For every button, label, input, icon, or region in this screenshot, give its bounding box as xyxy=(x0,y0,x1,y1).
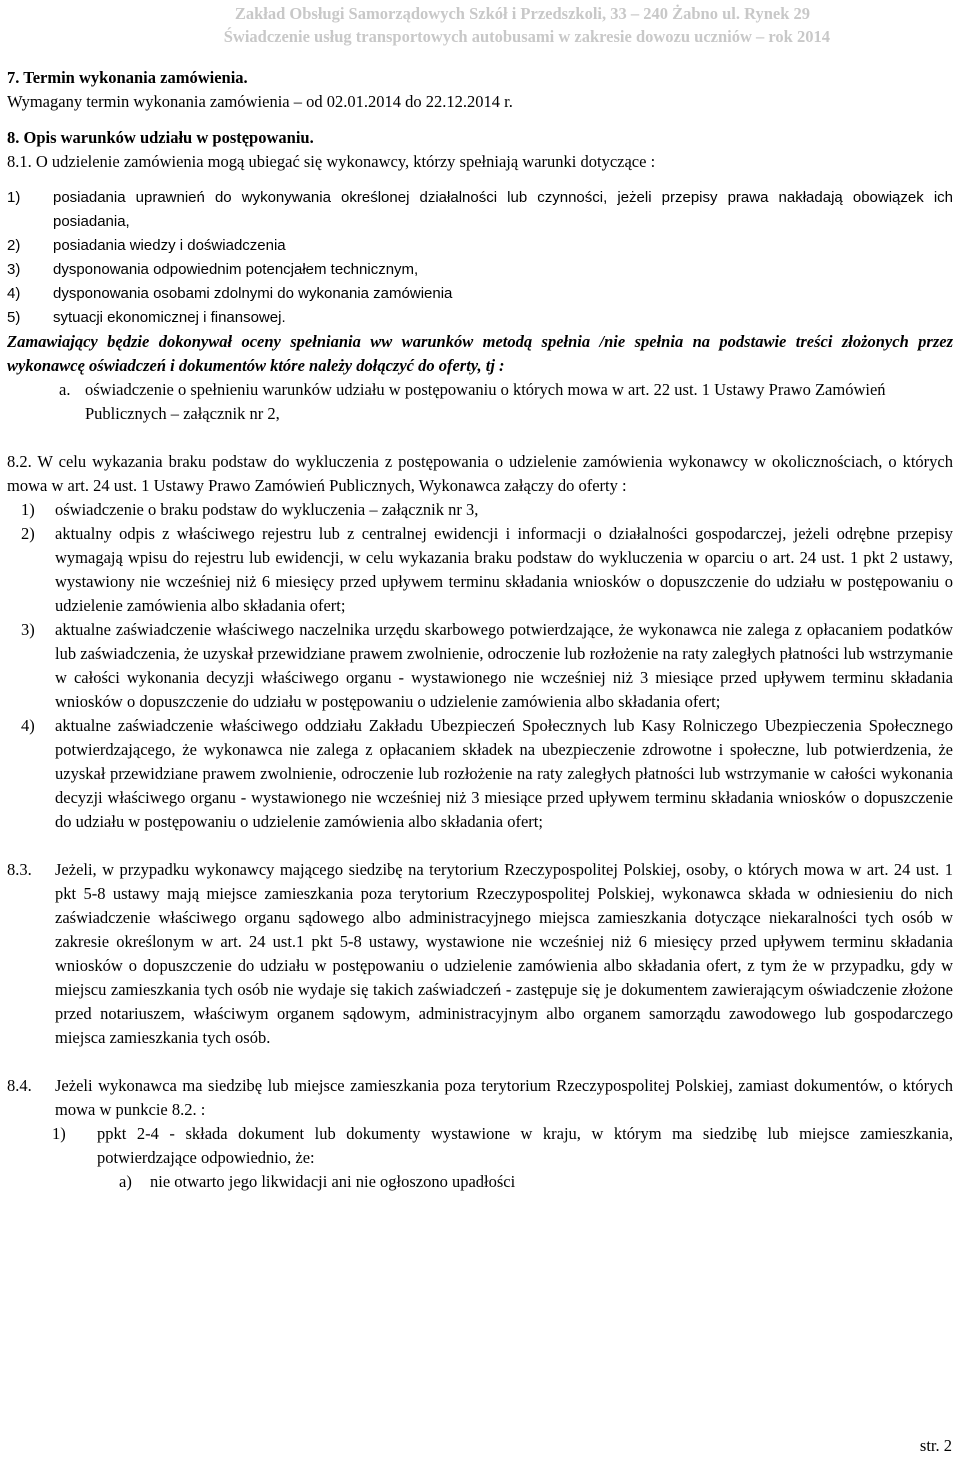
section-8-2-intro: 8.2. W celu wykazania braku podstaw do wykluczenia z postępowania o udzielenie zamówienia wykonawcy w okolicznościach, o których mowa w art. 24 ust. 1 Ustawy Prawo Zamówień Publicznych, Wykonawca załączy do oferty : xyxy=(7,452,953,495)
list-item: a. oświadczenie o spełnieniu warunków udziału w postępowaniu o których mowa w art. 22 ust. 1 Ustawy Prawo Zamówień Publicznych – załącznik nr 2, xyxy=(59,380,886,423)
section-8-heading: 8. Opis warunków udziału w postępowaniu. xyxy=(7,128,314,147)
list-item: a) nie otwarto jego likwidacji ani nie ogłoszono upadłości xyxy=(119,1172,516,1191)
list-item: 3) aktualne zaświadczenie właściwego naczelnika urzędu skarbowego potwierdzające, że wykonawca nie zalega z opłacaniem podatków lub zaświadczenia, że uzyskał przewidziane prawem zwolnienie, odroczenie lub rozłożenie na raty zaległych płatności lub wstrzymanie w całości wykonania decyzji właściwego organu - wystawionego nie wcześniej niż 3 miesiące przed upływem terminu składania wniosków o dopuszczenie do udziału w postępowaniu o udzielenie zamówienia albo składania ofert; xyxy=(21,620,953,711)
header-subject: Świadczenie usług transportowych autobusami w zakresie dowozu uczniów – rok 2014 xyxy=(223,27,830,46)
list-item: 2) aktualny odpis z właściwego rejestru lub z centralnej ewidencji i informacji o działalności gospodarczej, jeżeli odrębne przepisy wymagają wpisu do rejestru lub ewidencji, w celu wykazania braku podstaw do wykluczenia w oparciu o art. 24 ust. 1 pkt 2 ustawy, wystawiony nie wcześniej niż 6 miesięcy przed upływem terminu składania wniosków o dopuszczenie do udziału w postępowaniu o udzielenie zamówienia albo składania ofert; xyxy=(21,524,953,615)
section-8-1-intro: 8.1. O udzielenie zamówienia mogą ubiegać się wykonawcy, którzy spełniają warunki dotyczące : xyxy=(7,152,656,171)
list-item: 4) aktualne zaświadczenie właściwego oddziału Zakładu Ubezpieczeń Społecznych lub Kasy Rolniczego Ubezpieczenia Społecznego potwierdzającego, że wykonawca nie zalega z opłacaniem składek na ubezpieczenie zdrowotne i społeczne, lub potwierdzenia, że uzyskał przewidziane prawem zwolnienie, odroczenie lub rozłożenie na raty zaległych płatności lub wstrzymanie w całości wykonania decyzji właściwego organu - wystawionego nie wcześniej niż 3 miesiące przed upływem terminu składania wniosków o dopuszczenie do udziału w postępowaniu o udzielenie zamówienia albo składania ofert; xyxy=(21,716,953,831)
document-body xyxy=(7,66,953,1194)
header-institution: Zakład Obsługi Samorządowych Szkół i Przedszkoli, 33 – 240 Żabno ul. Rynek 29 xyxy=(234,4,810,23)
section-7-text: Wymagany termin wykonania zamówienia – od 02.01.2014 do 22.12.2014 r. xyxy=(7,92,513,111)
page-number: str. 2 xyxy=(919,1436,952,1455)
list-item: 4) dysponowania osobami zdolnymi do wykonania zamówienia xyxy=(7,285,453,302)
section-8-3: 8.3. Jeżeli, w przypadku wykonawcy mającego siedzibę na terytorium Rzeczypospolitej Polskiej, osoby, o których mowa w art. 24 ust. 1 pkt 5-8 ustawy mają miejsce zamieszkania poza terytorium Rzeczypospolitej Polskiej, wykonawca składa w odniesieniu do nich zaświadczenie właściwego organu sądowego albo administracyjnego miejsca zamieszkania dotyczące niekaralności tych osób w zakresie określonym w art. 24 ust.1 pkt 5-8 ustawy, wystawione nie wcześniej niż 6 miesięcy przed upływem terminu składania wniosków o dopuszczenie do udziału w postępowaniu o udzielenie zamówienia albo składania ofert, z tym że w przypadku, gdy w miejscu zamieszkania tych osób nie wydaje się takich zaświadczeń - zastępuje się je dokumentem zawierającym oświadczenie złożone przed notariuszem, właściwym organem sądowym, administracyjnym albo organem samorządu zawodowego lub gospodarczego miejsca zamieszkania tych osób. xyxy=(7,860,953,1047)
section-7-heading: 7. Termin wykonania zamówienia. xyxy=(7,68,248,87)
list-item: 1) ppkt 2-4 - składa dokument lub dokumenty wystawione w kraju, w którym ma siedzibę lub miejsce zamieszkania, potwierdzające odpowiednio, że: xyxy=(52,1124,953,1167)
list-item: 5) sytuacji ekonomicznej i finansowej. xyxy=(7,309,286,326)
document-header xyxy=(0,2,960,48)
list-item: 2) posiadania wiedzy i doświadczenia xyxy=(7,237,286,254)
list-item: 3) dysponowania odpowiednim potencjałem technicznym, xyxy=(7,261,419,278)
list-item: 1) posiadania uprawnień do wykonywania określonej działalności lub czynności, jeżeli przepisy prawa nakładają obowiązek ich posiadania, xyxy=(7,189,953,230)
section-8-4: 8.4. Jeżeli wykonawca ma siedzibę lub miejsce zamieszkania poza terytorium Rzeczypospolitej Polskiej, zamiast dokumentów, o których mowa w punkcie 8.2. : xyxy=(7,1076,953,1119)
conditions-list xyxy=(7,186,953,330)
list-item: 1) oświadczenie o braku podstaw do wykluczenia – załącznik nr 3, xyxy=(21,500,479,519)
assessment-method: Zamawiający będzie dokonywał oceny spełniania ww warunków metodą spełnia /nie spełnia na podstawie treści złożonych przez wykonawcę oświadczeń i dokumentów które należy dołączyć do oferty, tj : xyxy=(7,332,953,375)
